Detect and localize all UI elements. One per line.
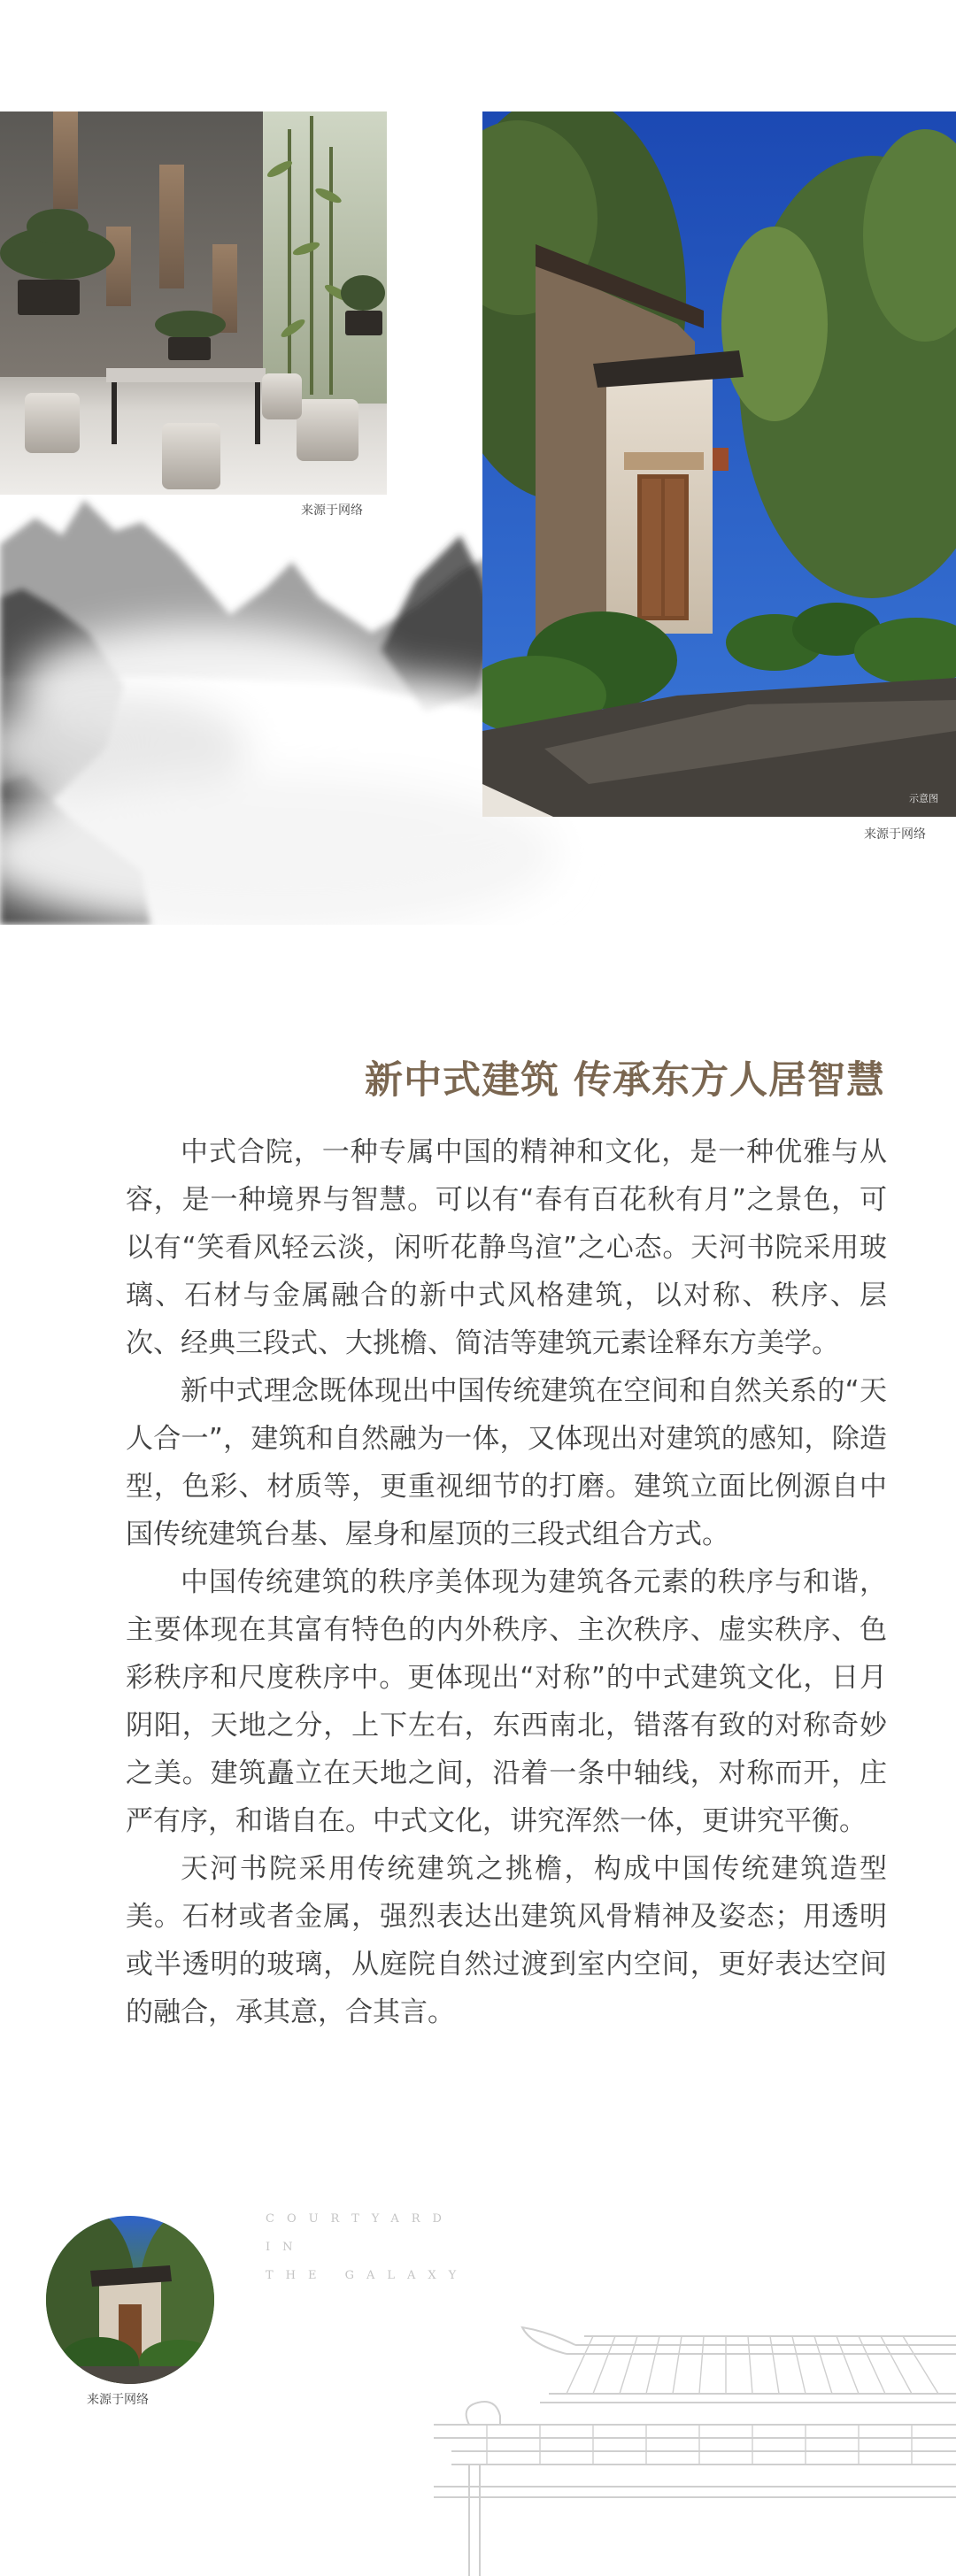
english-tagline-line: IN bbox=[266, 2241, 305, 2254]
article-paragraph: 新中式理念既体现出中国传统建筑在空间和自然关系的“天人合一”，建筑和自然融为一体，又体现出对建筑的感知，除造型，色彩、材质等，更重视细节的打磨。建筑立面比例源自中国传统建筑台基、屋身和屋顶的三段式组合方式。 bbox=[126, 1375, 887, 1550]
chinese-gate-line-drawing bbox=[434, 2310, 956, 2576]
article-paragraph: 中国传统建筑的秩序美体现为建筑各元素的秩序与和谐，主要体现在其富有特色的内外秩序、主次秩序、虚实秩序、色彩秩序和尺度秩序中。更体现出“对称”的中式建筑文化，日月阴阳，天地之分，上下左右，东西南北，错落有致的对称奇妙之美。建筑矗立在天地之间，沿着一条中轴线，对称而开，庄严有序，和谐自在。中式文化，讲究浑然一体，更讲究平衡。 bbox=[126, 1566, 887, 1837]
article-paragraph: 天河书院采用传统建筑之挑檐，构成中国传统建筑造型美。石材或者金属，强烈表达出建筑风骨精神及姿态；用透明或半透明的玻璃，从庭院自然过渡到室内空间，更好表达空间的融合，承其意，合其言。 bbox=[126, 1853, 887, 2028]
footer-thumbnail-photo bbox=[46, 2216, 214, 2384]
footer-thumb-caption: 来源于网络 bbox=[87, 2393, 149, 2407]
article-paragraph: 中式合院，一种专属中国的精神和文化，是一种优雅与从容，是一种境界与智慧。可以有“春有百花秋有月”之景色，可以有“笑看风轻云淡，闲听花静鸟渲”之心态。天河书院采用玻璃、石材与金属融合的新中式风格建筑，以对称、秩序、层次、经典三段式、大挑檐、简洁等建筑元素诠释东方美学。 bbox=[126, 1136, 887, 1359]
illustrative-image-badge: 示意图 bbox=[909, 793, 938, 804]
article-body bbox=[126, 1128, 887, 2036]
interior-courtyard-photo bbox=[0, 111, 387, 495]
english-tagline-line: THE GALAXY bbox=[266, 2269, 469, 2282]
facade-photo-caption: 来源于网络 bbox=[864, 827, 926, 842]
english-tagline-line: COURTYARD bbox=[266, 2212, 454, 2226]
interior-photo-caption: 来源于网络 bbox=[301, 504, 363, 518]
courtyard-facade-photo bbox=[482, 111, 956, 817]
article-title: 新中式建筑 传承东方人居智慧 bbox=[365, 1058, 885, 1103]
